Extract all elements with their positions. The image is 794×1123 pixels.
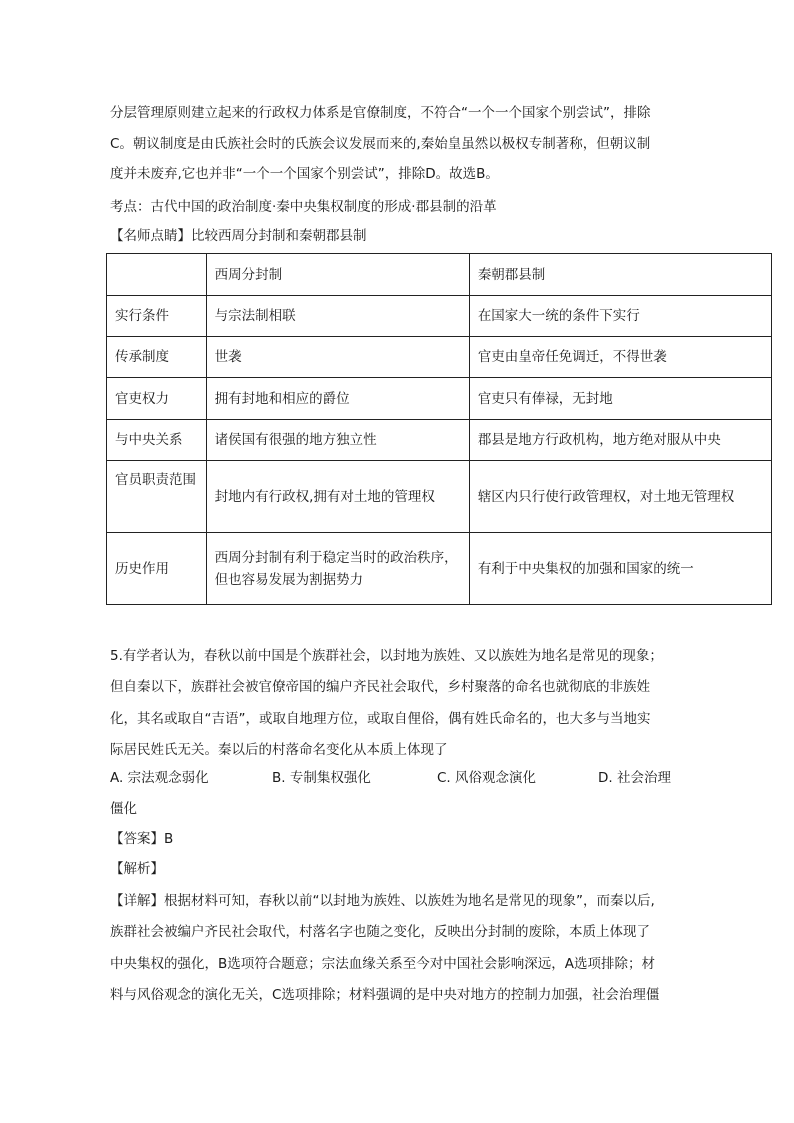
option-c: C. 风俗观念演化 [437, 770, 537, 786]
analysis-heading: 【解析】 [110, 861, 164, 877]
table-cell: 官吏权力 [107, 378, 207, 420]
table-cell: 官吏只有俸禄，无封地 [469, 378, 771, 420]
table-cell: 历史作用 [107, 533, 207, 605]
table-row [107, 461, 772, 533]
table-cell: 西周分封制有利于稳定当时的政治秩序，但也容易发展为割据势力 [206, 533, 469, 605]
table-cell: 在国家大一统的条件下实行 [469, 296, 771, 337]
table-header-cell: 西周分封制 [206, 254, 469, 296]
table-cell: 官员职责范围 [107, 461, 207, 533]
comparison-table [106, 253, 772, 605]
table-cell: 有利于中央集权的加强和国家的统一 [469, 533, 771, 605]
analysis-line: 中央集权的强化，B选项符合题意；宗法血缘关系至今对中国社会影响深远，A选项排除；材 [110, 956, 655, 972]
paragraph-line: 度并未废弃,它也并非“一个一个国家个别尝试”，排除D。故选B。 [110, 166, 499, 182]
table-header-cell [107, 254, 207, 296]
table-cell: 实行条件 [107, 296, 207, 337]
table-cell: 诸侯国有很强的地方独立性 [206, 420, 469, 461]
table-cell: 拥有封地和相应的爵位 [206, 378, 469, 420]
table-row [107, 533, 772, 605]
option-d-continuation: 僵化 [110, 801, 137, 817]
table-cell: 封地内有行政权,拥有对土地的管理权 [206, 461, 469, 533]
table-cell: 辖区内只行使行政管理权，对土地无管理权 [469, 461, 771, 533]
table-cell: 与宗法制相联 [206, 296, 469, 337]
option-d: D. 社会治理 [598, 770, 671, 786]
option-b: B. 专制集权强化 [272, 770, 371, 786]
table-cell: 官吏由皇帝任免调迁，不得世袭 [469, 337, 771, 378]
table-cell: 世袭 [206, 337, 469, 378]
analysis-line: 料与风俗观念的演化无关，C选项排除；材料强调的是中央对地方的控制力加强，社会治理僵 [110, 987, 660, 1003]
question-stem-line: 化，其名或取自“吉语”，或取自地理方位，或取自俚俗，偶有姓氏命名的，也大多与当地实 [110, 711, 651, 727]
paragraph-line: 分层管理原则建立起来的行政权力体系是官僚制度，不符合“一个一个国家个别尝试”，排除 [110, 105, 651, 121]
tip-heading: 【名师点睛】比较西周分封制和秦朝郡县制 [110, 228, 367, 244]
analysis-line: 族群社会被编户齐民社会取代，村落名字也随之变化，反映出分封制的废除，本质上体现了 [110, 924, 650, 940]
analysis-line: 【详解】根据材料可知，春秋以前“以封地为族姓、以族姓为地名是常见的现象”，而秦以后, [110, 893, 655, 909]
question-stem-line: 5.有学者认为，春秋以前中国是个族群社会，以封地为族姓、又以族姓为地名是常见的现象； [110, 648, 663, 664]
table-row [107, 337, 772, 378]
question-stem-line: 但自秦以下，族群社会被官僚帝国的编户齐民社会取代，乡村聚落的命名也就彻底的非族姓 [110, 679, 650, 695]
table-row [107, 420, 772, 461]
topic-line: 考点：古代中国的政治制度·秦中央集权制度的形成·郡县制的沿革 [110, 199, 497, 215]
table-row [107, 378, 772, 420]
option-a: A. 宗法观念弱化 [110, 770, 209, 786]
table-cell: 传承制度 [107, 337, 207, 378]
table-header-cell: 秦朝郡县制 [469, 254, 771, 296]
answer-line: 【答案】B [110, 831, 174, 847]
table-cell: 郡县是地方行政机构，地方绝对服从中央 [469, 420, 771, 461]
paragraph-line: C。朝议制度是由氏族社会时的氏族会议发展而来的,秦始皇虽然以极权专制著称，但朝议制 [110, 136, 651, 152]
table-row [107, 296, 772, 337]
table-header-row [107, 254, 772, 296]
table-cell: 与中央关系 [107, 420, 207, 461]
question-stem-line: 际居民姓氏无关。秦以后的村落命名变化从本质上体现了 [110, 742, 448, 758]
